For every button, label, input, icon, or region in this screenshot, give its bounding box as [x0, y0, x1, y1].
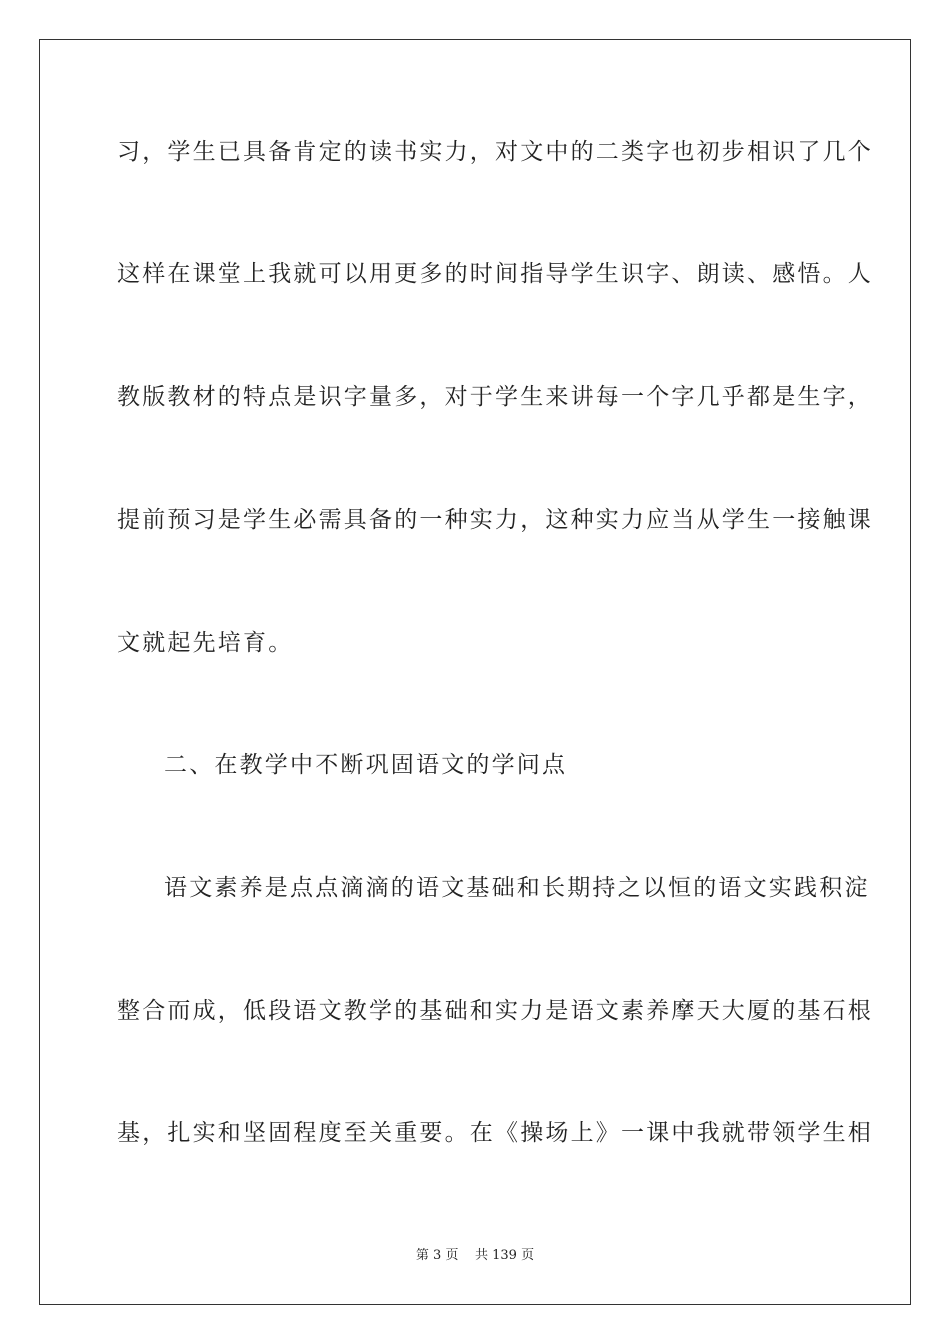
body-text-line: 语文素养是点点滴滴的语文基础和长期持之以恒的语文实践积淀	[164, 875, 870, 901]
body-text-line: 基，扎实和坚固程度至关重要。在《操场上》一课中我就带领学生相	[117, 1120, 873, 1146]
section-heading: 二、在教学中不断巩固语文的学问点	[164, 752, 568, 778]
body-text-line: 教版教材的特点是识字量多，对于学生来讲每一个字几乎都是生字，	[117, 384, 873, 410]
page-footer	[0, 1244, 950, 1263]
body-text-line: 习，学生已具备肯定的读书实力，对文中的二类字也初步相识了几个	[117, 139, 873, 165]
body-text-line: 整合而成，低段语文教学的基础和实力是语文素养摩天大厦的基石根	[117, 998, 873, 1024]
body-text-line: 文就起先培育。	[117, 630, 294, 656]
page-border	[39, 39, 911, 1305]
body-text-line: 提前预习是学生必需具备的一种实力，这种实力应当从学生一接触课	[117, 507, 873, 533]
body-text-line: 这样在课堂上我就可以用更多的时间指导学生识字、朗读、感悟。人	[117, 261, 873, 287]
total-pages: 共 139 页	[475, 1248, 535, 1263]
page-number: 第 3 页	[415, 1248, 459, 1263]
